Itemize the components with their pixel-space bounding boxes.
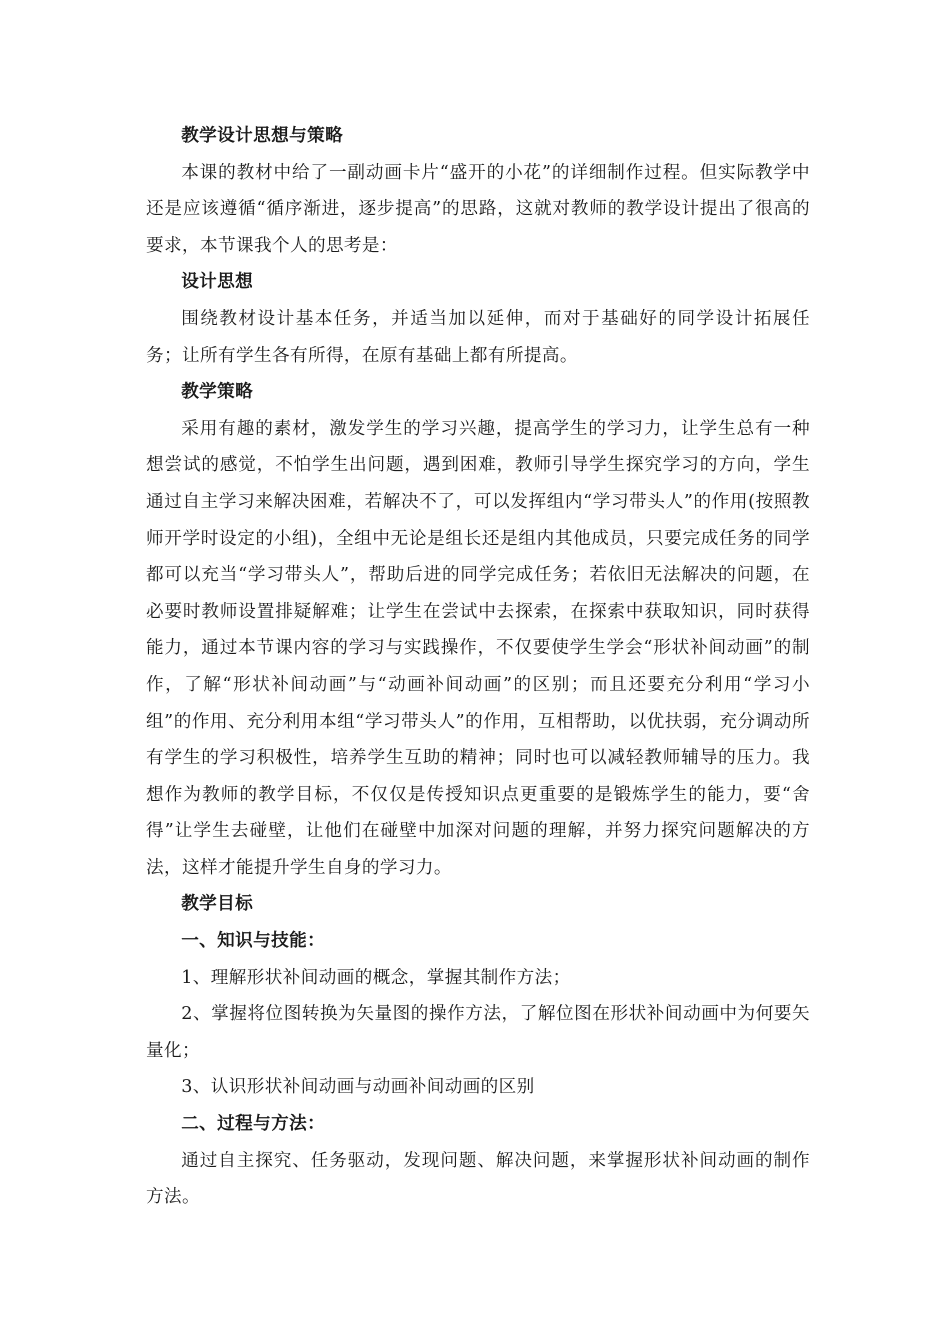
design-heading: 设计思想: [181, 271, 254, 293]
design-paragraph: 围绕教材设计基本任务，并适当加以延伸，而对于基础好的同学设计拓展任务；让所有学生各有所得，在原有基础上都有所提高。: [146, 308, 810, 366]
process-heading: 二、过程与方法：: [181, 1113, 326, 1135]
strategy-heading: 教学策略: [181, 381, 254, 403]
strategy-paragraph: 采用有趣的素材，激发学生的学习兴趣，提高学生的学习力，让学生总有一种想尝试的感觉，不怕学生出问题，遇到困难，教师引导学生探究学习的方向，学生通过自主学习来解决困难，若解决不了，可以发挥组内“学习带头人”的作用(按照教师开学时设定的小组)，全组中无论是组长还是组内其他成员，只要完成任务的同学都可以充当“学习带头人”，帮助后进的同学完成任务；若依旧无法解决的问题，在必要时教师设置排疑解难；让学生在尝试中去探索，在探索中获取知识，同时获得能力，通过本节课内容的学习与实践操作，不仅要使学生学会“形状补间动画”的制作，了解“形状补间动画”与“动画补间动画”的区别；而且还要充分利用“学习小组”的作用、充分利用本组“学习带头人”的作用，互相帮助，以优扶弱，充分调动所有学生的学习积极性，培养学生互助的精神；同时也可以减轻教师辅导的压力。我想作为教师的教学目标，不仅仅是传授知识点更重要的是锻炼学生的能力，要“舍得”让学生去碰壁，让他们在碰壁中加深对问题的理解，并努力探究问题解决的方法，这样才能提升学生自身的学习力。: [146, 418, 810, 878]
knowledge-item: 2、掌握将位图转换为矢量图的操作方法，了解位图在形状补间动画中为何要矢量化；: [146, 1004, 810, 1061]
knowledge-item: 3、认识形状补间动画与动画补间动画的区别: [181, 1077, 535, 1098]
goals-heading: 教学目标: [181, 893, 254, 915]
knowledge-heading: 一、知识与技能：: [181, 930, 326, 952]
knowledge-item: 1、理解形状补间动画的概念，掌握其制作方法；: [181, 967, 571, 988]
process-paragraph: 通过自主探究、任务驱动，发现问题、解决问题，来掌握形状补间动画的制作方法。: [146, 1150, 810, 1208]
section-title: 教学设计思想与策略: [181, 125, 344, 146]
intro-paragraph: 本课的教材中给了一副动画卡片“盛开的小花”的详细制作过程。但实际教学中还是应该遵循“循序渐进，逐步提高”的思路，这就对教师的教学设计提出了很高的要求，本节课我个人的思考是：: [146, 162, 810, 256]
document-page: [146, 118, 810, 1216]
